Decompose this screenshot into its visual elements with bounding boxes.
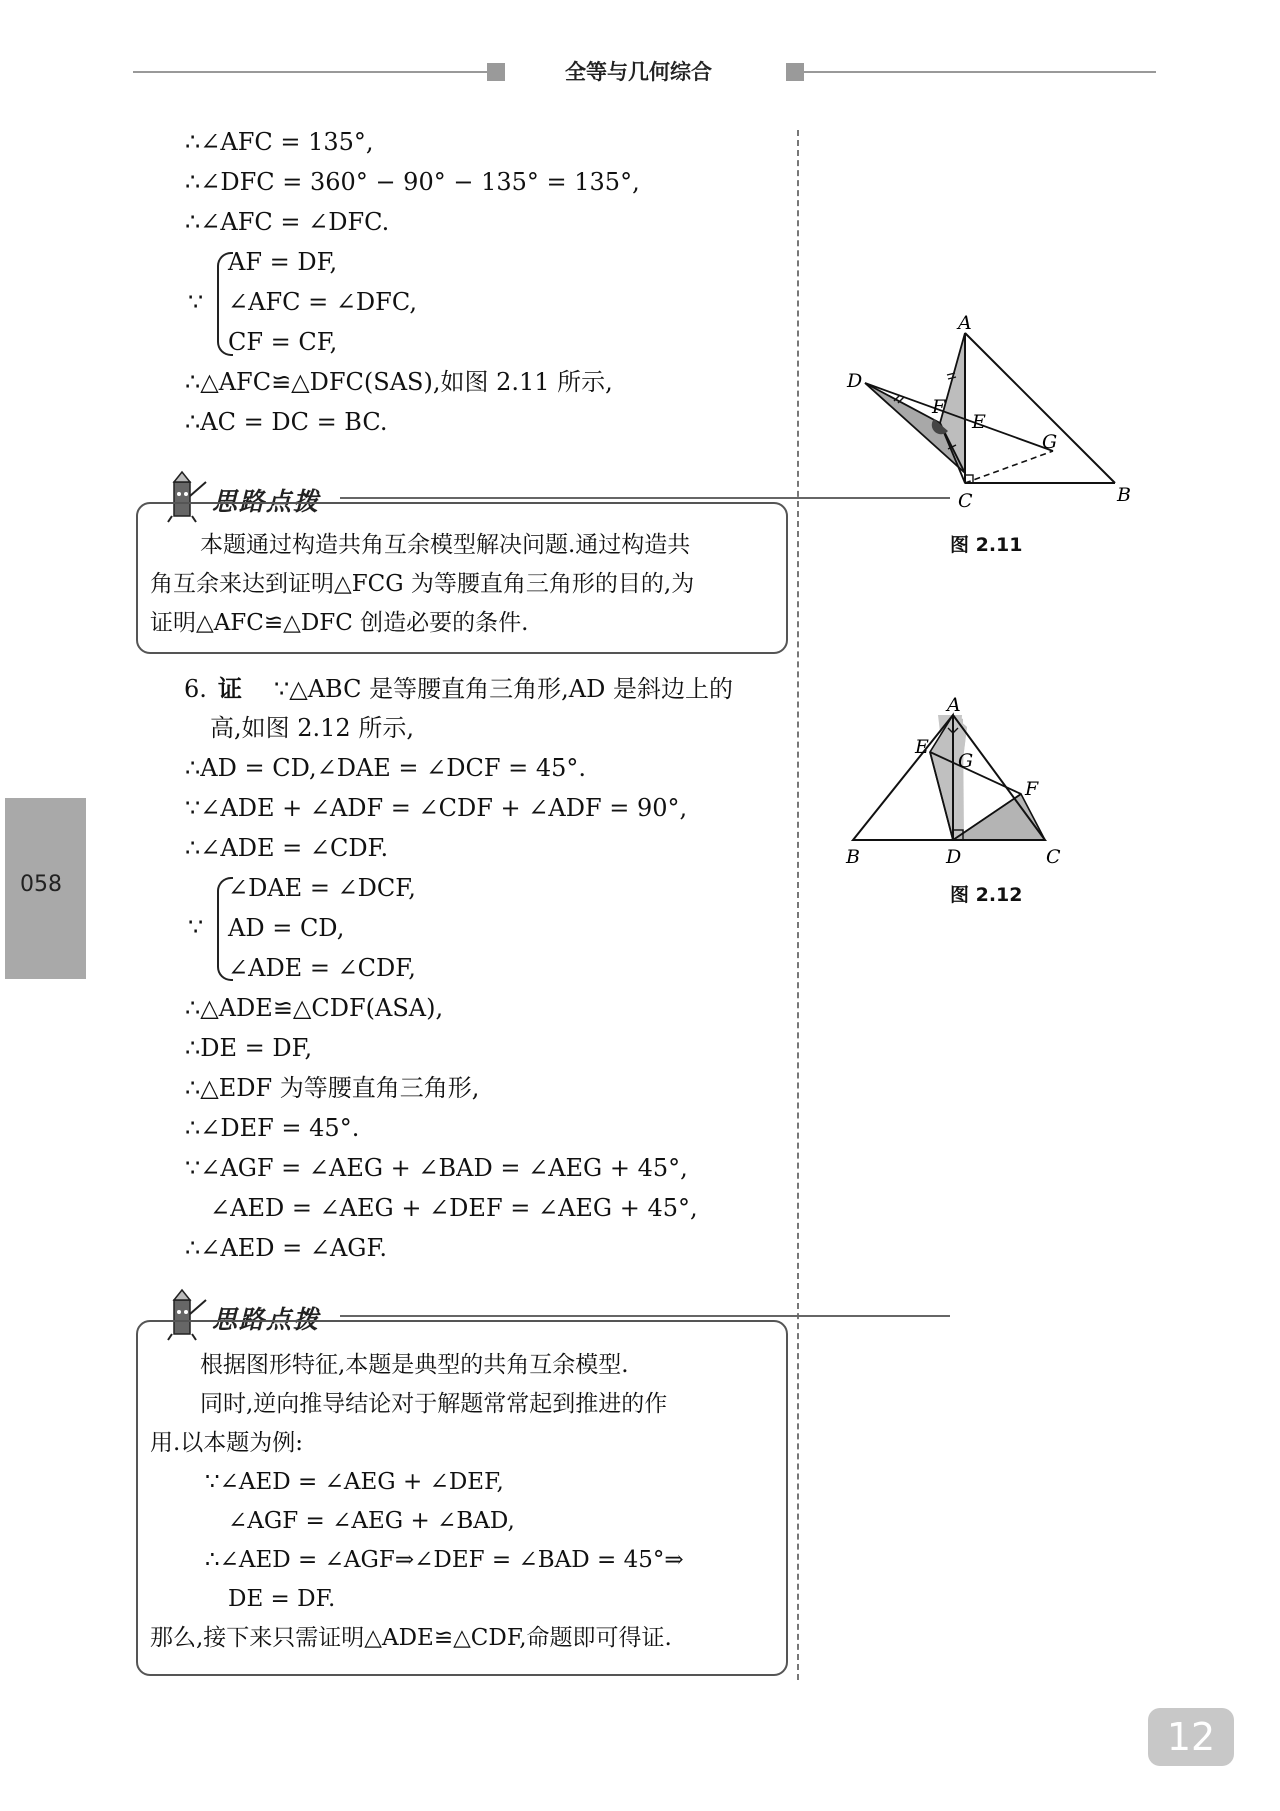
brace-line: AD = CD, (228, 914, 345, 942)
proof-line: ∴AD = CD,∠DAE = ∠DCF = 45°. (185, 754, 587, 782)
point-label-a: A (947, 694, 961, 716)
figure-2-11 (830, 312, 1131, 515)
proof-line: ∴AC = DC = BC. (185, 408, 388, 436)
because-symbol: ∵ (188, 288, 204, 316)
proof-label: 证 (218, 675, 242, 703)
header-title: 全等与几何综合 (565, 60, 712, 84)
proof-line: ∴∠AED = ∠AGF. (185, 1234, 387, 1262)
header-square-right (786, 63, 804, 81)
brace-line: CF = CF, (228, 328, 338, 356)
tip-line: ∵∠AED = ∠AEG + ∠DEF, (205, 1469, 504, 1495)
tip-line: DE = DF. (228, 1586, 336, 1612)
page-number-label: 058 (20, 872, 62, 897)
point-label-e: E (972, 411, 986, 433)
proof-line: ∴∠AFC = 135°, (185, 128, 374, 156)
brace-line: AF = DF, (228, 248, 338, 276)
tip-line: ∴∠AED = ∠AGF⇒∠DEF = ∠BAD = 45°⇒ (205, 1547, 684, 1573)
point-label-g: G (1042, 431, 1058, 453)
tip-rule (340, 1315, 950, 1317)
proof-line: ∠AED = ∠AEG + ∠DEF = ∠AEG + 45°, (210, 1194, 698, 1222)
header-rule-left (133, 71, 489, 73)
column-divider (797, 130, 799, 1680)
proof-line: ∴△AFC≌△DFC(SAS),如图 2.11 所示, (185, 368, 613, 396)
point-label-d: D (946, 846, 962, 868)
proof-line: ∴∠DFC = 360° − 90° − 135° = 135°, (185, 168, 640, 196)
point-label-c: C (958, 490, 973, 512)
point-label-f: F (1025, 778, 1039, 800)
point-label-c: C (1046, 846, 1061, 868)
line-AB (965, 333, 1115, 483)
tip-line: 同时,逆向推导结论对于解题常常起到推进的作 (200, 1391, 668, 1417)
brace-line: ∠ADE = ∠CDF, (228, 954, 416, 982)
brace-line: ∠AFC = ∠DFC, (228, 288, 417, 316)
proof-line: ∴∠DEF = 45°. (185, 1114, 360, 1142)
proof-line: ∴△EDF 为等腰直角三角形, (185, 1074, 480, 1102)
problem-number: 6. (184, 675, 207, 703)
tip-line: 那么,接下来只需证明△ADE≌△CDF,命题即可得证. (150, 1625, 672, 1651)
tip-title: 思路点拨 (212, 1305, 321, 1334)
figure-caption: 图 2.12 (950, 884, 1023, 906)
tip-title: 思路点拨 (212, 487, 321, 516)
triangle-CDF (953, 794, 1045, 840)
point-label-b: B (1117, 484, 1131, 506)
tip-line: 根据图形特征,本题是典型的共角互余模型. (200, 1352, 629, 1378)
point-label-e: E (915, 736, 929, 758)
proof-line: ∴∠ADE = ∠CDF. (185, 834, 389, 862)
page-badge: 12 (1148, 1708, 1234, 1766)
tip-line: 角互余来达到证明△FCG 为等腰直角三角形的目的,为 (150, 571, 695, 597)
tip-line: 用.以本题为例: (150, 1430, 304, 1456)
point-label-d: D (847, 370, 863, 392)
proof-line: ∴DE = DF, (185, 1034, 313, 1062)
proof-line: ∴△ADE≌△CDF(ASA), (185, 994, 444, 1022)
triangle-ADE (930, 715, 953, 840)
point-label-a: A (958, 312, 972, 334)
point-label-f: F (932, 396, 946, 418)
proof-line: 高,如图 2.12 所示, (210, 714, 414, 742)
tip-line: 本题通过构造共角互余模型解决问题.通过构造共 (200, 532, 691, 558)
proof-line: ∵∠AGF = ∠AEG + ∠BAD = ∠AEG + 45°, (185, 1154, 688, 1182)
brace-line: ∠DAE = ∠DCF, (228, 874, 416, 902)
because-symbol: ∵ (188, 913, 204, 941)
line-CG (965, 451, 1053, 483)
tip-line: 证明△AFC≌△DFC 创造必要的条件. (150, 610, 529, 636)
page-number-tab (5, 798, 86, 979)
proof-line: ∵∠ADE + ∠ADF = ∠CDF + ∠ADF = 90°, (185, 794, 688, 822)
header-square-left (487, 63, 505, 81)
figure-caption: 图 2.11 (950, 534, 1023, 556)
figure-2-12 (846, 694, 1110, 870)
proof-line: ∵△ABC 是等腰直角三角形,AD 是斜边上的 (274, 675, 733, 703)
header-rule-right (804, 71, 1156, 73)
proof-line: ∴∠AFC = ∠DFC. (185, 208, 390, 236)
point-label-b: B (846, 846, 860, 868)
point-label-g: G (958, 750, 974, 772)
tip-line: ∠AGF = ∠AEG + ∠BAD, (228, 1508, 515, 1534)
